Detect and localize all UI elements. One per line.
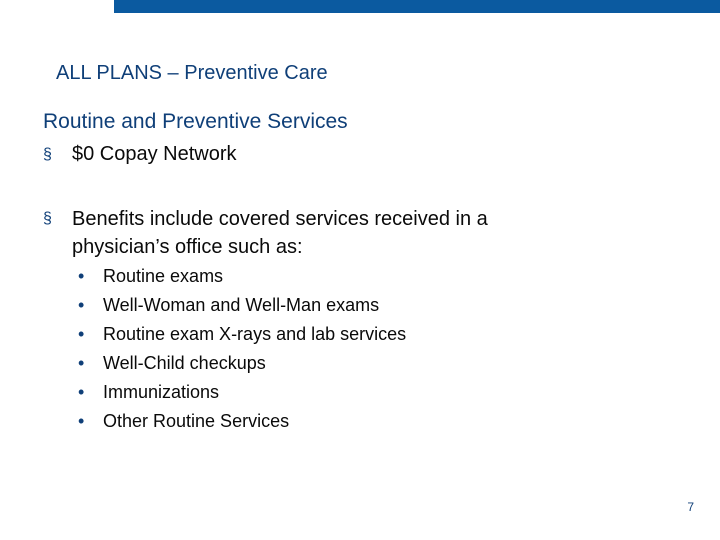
top-accent-bar [114, 0, 720, 13]
bullet-benefits-line-2: physician’s office such as: [72, 236, 303, 258]
list-item-text: Well-Child checkups [103, 353, 266, 373]
list-item-text: Well-Woman and Well-Man exams [103, 295, 380, 315]
list-item-text: Routine exams [103, 266, 224, 286]
list-item-text: Routine exam X-rays and lab services [103, 324, 407, 344]
bullet-benefits-text [72, 205, 488, 261]
slide-title: ALL PLANS – Preventive Care [56, 62, 328, 84]
dot-bullet-icon: • [78, 324, 85, 344]
page-number: 7 [687, 500, 694, 514]
dot-bullet-icon: • [78, 411, 85, 431]
section-heading: Routine and Preventive Services [43, 110, 348, 133]
bullet-copay-text: $0 Copay Network [72, 143, 237, 165]
dot-bullet-icon: • [78, 382, 85, 402]
dot-bullet-icon: • [78, 353, 85, 373]
dot-bullet-icon: • [78, 266, 85, 286]
bullet-benefits-line-1: Benefits include covered services received in a [72, 208, 488, 230]
dot-bullet-icon: • [78, 295, 85, 315]
list-item-text: Immunizations [103, 382, 220, 402]
square-bullet-icon: § [43, 146, 52, 163]
square-bullet-icon: § [43, 210, 52, 227]
list-item-text: Other Routine Services [103, 411, 290, 431]
